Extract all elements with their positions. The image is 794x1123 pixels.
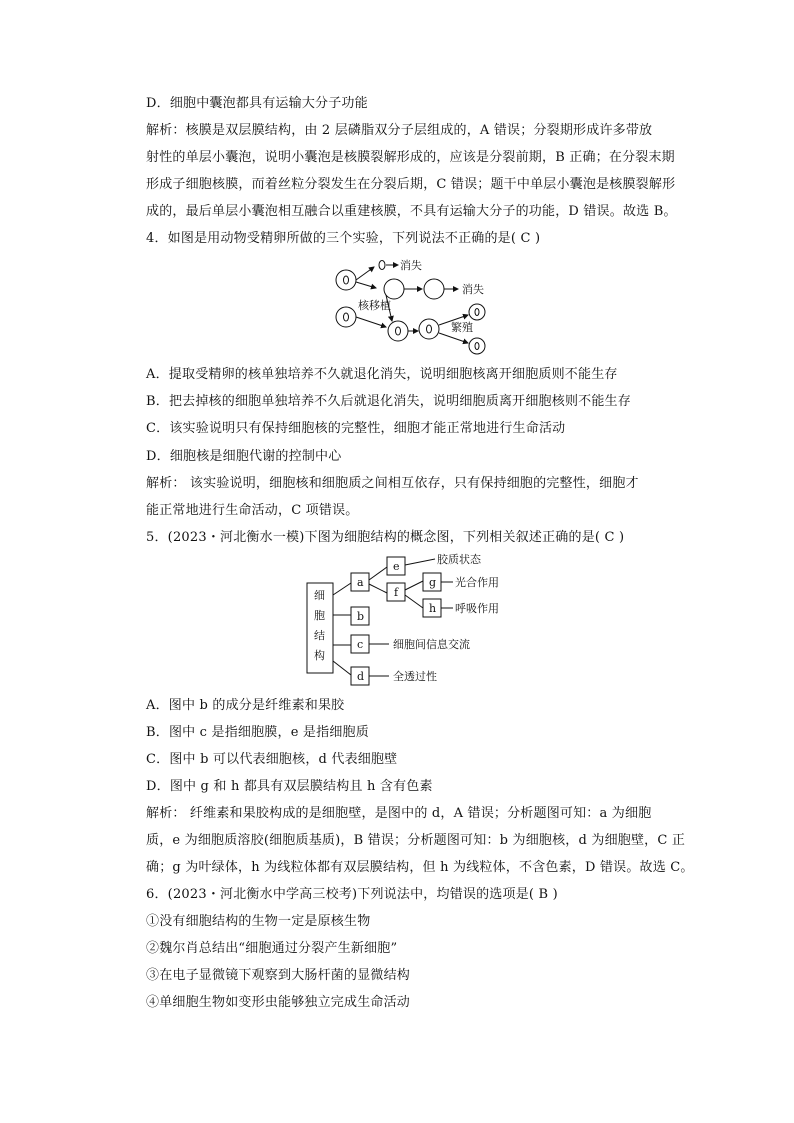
q4-stem: 4．如图是用动物受精卵所做的三个实验，下列说法不正确的是( C ) bbox=[146, 231, 541, 246]
q5-root-char-1: 细 bbox=[314, 589, 325, 602]
q5-stem: 5．(2023・河北衡水一模)下图为细胞结构的概念图，下列相关叙述正确的是( C ) bbox=[146, 530, 625, 545]
q5-label-b: b bbox=[357, 610, 365, 623]
q5-label-d: d bbox=[357, 670, 365, 683]
q5-h-label: 呼吸作用 bbox=[455, 602, 499, 615]
q5-analysis-line-2: 质，e 为细胞质溶胶(细胞质基质)，B 错误；分析题图可知：b 为细胞核，d 为细胞壁，C 正 bbox=[146, 833, 686, 848]
q6-item-2: ②魏尔肖总结出“细胞通过分裂产生新细胞” bbox=[146, 941, 398, 956]
q5-c-label: 细胞间信息交流 bbox=[393, 638, 470, 651]
q4-enucleated-cell bbox=[384, 279, 404, 299]
q4-analysis-line-2: 能正常地进行生命活动，C 项错误。 bbox=[146, 503, 359, 518]
q5-d-label: 全透过性 bbox=[393, 670, 437, 683]
q5-concept-diagram bbox=[305, 553, 535, 693]
q4-reconstructed-cell-2 bbox=[419, 319, 439, 339]
q5-root-char-2: 胞 bbox=[314, 609, 325, 622]
q3-analysis-line-1: 解析：核膜是双层膜结构，由 2 层磷脂双分子层组成的，A 错误；分裂期形成许多带放 bbox=[146, 123, 653, 138]
q5-e-label: 胶质状态 bbox=[437, 553, 481, 566]
q4-offspring-cell-2 bbox=[469, 338, 485, 354]
q5-analysis-line-1: 解析： 纤维素和果胶构成的是细胞壁，是图中的 d，A 错误；分析题图可知：a 为细胞 bbox=[146, 806, 652, 821]
q6-item-3: ③在电子显微镜下观察到大肠杆菌的显微结构 bbox=[146, 968, 411, 983]
q4-label-reproduce: 繁殖 bbox=[451, 321, 473, 334]
q5-option-d: D．图中 g 和 h 都具有双层膜结构且 h 含有色素 bbox=[146, 779, 433, 794]
q6-stem: 6．(2023・河北衡水中学高三校考)下列说法中，均错误的选项是( B ) bbox=[146, 887, 558, 902]
q6-item-1: ①没有细胞结构的生物一定是原核生物 bbox=[146, 914, 371, 929]
q5-label-c: c bbox=[357, 638, 364, 651]
q4-experiment-diagram bbox=[330, 255, 500, 355]
q5-label-h: h bbox=[429, 602, 437, 615]
q5-label-e: e bbox=[393, 560, 400, 573]
q4-isolated-nucleus bbox=[379, 261, 385, 270]
q4-label-disappear-1: 消失 bbox=[400, 259, 422, 272]
q5-label-a: a bbox=[357, 576, 364, 589]
q4-option-b: B．把去掉核的细胞单独培养不久后就退化消失，说明细胞质离开细胞核则不能生存 bbox=[146, 394, 631, 409]
q6-item-4: ④单细胞生物如变形虫能够独立完成生命活动 bbox=[146, 995, 411, 1010]
q5-g-label: 光合作用 bbox=[455, 576, 499, 589]
q4-egg-top bbox=[336, 270, 356, 290]
q4-offspring-cell-1 bbox=[469, 304, 485, 320]
q4-analysis-line-1: 解析： 该实验说明，细胞核和细胞质之间相互依存，只有保持细胞的完整性，细胞才 bbox=[146, 476, 639, 491]
q5-option-b: B．图中 c 是指细胞膜，e 是指细胞质 bbox=[146, 725, 369, 740]
q5-label-g: g bbox=[429, 576, 437, 589]
q5-root-char-3: 结 bbox=[314, 629, 325, 642]
q4-option-c: C．该实验说明只有保持细胞核的完整性，细胞才能正常地进行生命活动 bbox=[146, 421, 566, 436]
q5-analysis-line-3: 确；g 为叶绿体，h 为线粒体都有双层膜结构，但 h 为线粒体，不含色素，D 错误。故选 C。 bbox=[146, 860, 694, 875]
q4-option-a: A．提取受精卵的核单独培养不久就退化消失，说明细胞核离开细胞质则不能生存 bbox=[146, 367, 618, 382]
q4-option-d: D．细胞核是细胞代谢的控制中心 bbox=[146, 449, 342, 464]
q5-option-c: C．图中 b 可以代表细胞核，d 代表细胞壁 bbox=[146, 752, 398, 767]
q5-label-f: f bbox=[394, 586, 399, 599]
q3-option-d: D．细胞中囊泡都具有运输大分子功能 bbox=[146, 96, 368, 111]
q4-label-disappear-2: 消失 bbox=[462, 283, 484, 296]
q4-enucleated-cell-2 bbox=[424, 279, 444, 299]
q5-root-char-4: 构 bbox=[314, 649, 325, 662]
q5-option-a: A．图中 b 的成分是纤维素和果胶 bbox=[146, 698, 345, 713]
q4-label-transplant: 核移植 bbox=[358, 299, 391, 312]
q3-analysis-line-4: 成的，最后单层小囊泡相互融合以重建核膜，不具有运输大分子的功能，D 错误。故选 B。 bbox=[146, 204, 677, 219]
q3-analysis-line-2: 射性的单层小囊泡，说明小囊泡是核膜裂解形成的，应该是分裂前期，B 正确；在分裂末期 bbox=[146, 150, 675, 165]
q4-reconstructed-cell bbox=[388, 321, 408, 341]
q4-egg-bottom bbox=[336, 307, 356, 327]
q3-analysis-line-3: 形成子细胞核膜，而着丝粒分裂发生在分裂后期，C 错误；题干中单层小囊泡是核膜裂解形 bbox=[146, 177, 676, 192]
